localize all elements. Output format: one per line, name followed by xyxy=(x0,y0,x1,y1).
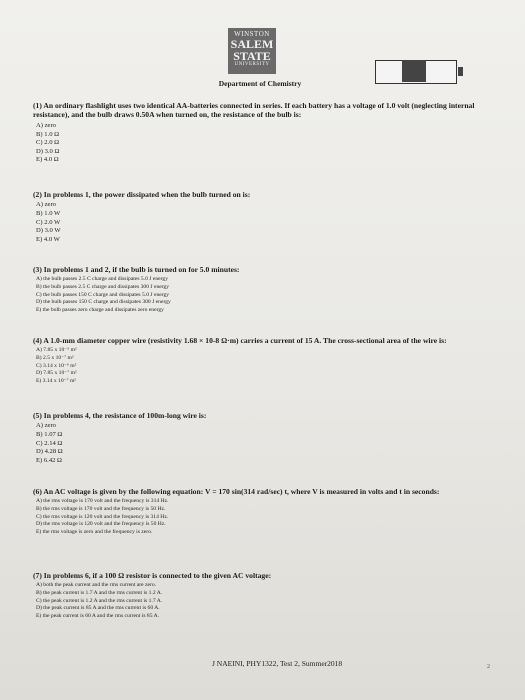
question-2 xyxy=(33,190,493,244)
answer-option: C) the peak current is 1.2 A and the rms current is 1.7 A. xyxy=(36,597,163,604)
answer-option: B) the bulb passes 2.5 C charge and dissipates 300 J energy xyxy=(36,284,170,291)
answer-option: D) 3.0 Ω xyxy=(36,147,60,155)
answer-option: D) the rms voltage is 120 volt and the frequency is 50 Hz. xyxy=(36,521,166,528)
page-footer: J NAEINI, PHY1322, Test 2, Summer2018 xyxy=(212,659,343,668)
question-stem: (4) A 1.0-mm diameter copper wire (resistivity 1.68 × 10-8 Ω·m) carries a current of 15 A. The cross-sectional area of the wire is: xyxy=(33,336,447,345)
battery-icon xyxy=(375,60,457,84)
question-1 xyxy=(33,101,493,165)
answer-option: C) the rms voltage is 120 volt and the frequency is 314 Hz. xyxy=(36,513,169,520)
battery-band xyxy=(402,60,426,82)
answer-option: B) the peak current is 1.7 A and the rms current is 1.2 A. xyxy=(36,590,163,597)
question-5 xyxy=(33,411,493,465)
answer-option: C) the bulb passes 150 C charge and dissipates 5.0 J energy xyxy=(36,291,170,298)
logo-line-2: SALEM xyxy=(230,37,274,51)
answer-option: A) zero xyxy=(36,422,56,430)
question-3 xyxy=(33,265,493,314)
question-stem: (2) In problems 1, the power dissipated when the bulb turned on is: xyxy=(33,190,251,199)
answer-option: E) 4.0 W xyxy=(36,235,60,243)
page-number: 2 xyxy=(487,664,490,670)
question-4 xyxy=(33,336,493,385)
answer-option: B) the rms voltage is 170 volt and the frequency is 50 Hz. xyxy=(36,506,166,513)
logo-line-1: WINSTON xyxy=(234,30,270,38)
answer-option: A) both the peak current and the rms current are zero. xyxy=(36,582,157,589)
question-stem: (7) In problems 6, if a 100 Ω resistor is connected to the given AC voltage: xyxy=(33,571,272,580)
answer-option: C) 3.14 x 10⁻⁶ m² xyxy=(36,362,77,369)
logo-line-4: UNIVERSITY xyxy=(234,62,270,67)
answer-option: B) 1.0 Ω xyxy=(36,130,60,138)
question-6 xyxy=(33,487,493,536)
answer-option: B) 1.0 W xyxy=(36,210,61,218)
department-title: Department of Chemistry xyxy=(218,79,302,88)
question-stem: (5) In problems 4, the resistance of 100m-long wire is: xyxy=(33,411,207,420)
answer-option: D) 3.0 W xyxy=(36,227,61,235)
answer-option: D) 7.85 x 10⁻⁷ m² xyxy=(36,370,77,377)
question-stem: (1) An ordinary flashlight uses two identical AA-batteries connected in series. If each battery has a voltage of 1.0 volt (neglecting internal resistance), and the bulb draws 0.50A when turned on, the resistance of the bulb is: xyxy=(33,101,475,120)
answer-option: E) the bulb passes zero charge and dissipates zero energy xyxy=(36,306,164,313)
answer-option: E) 3.14 x 10⁻⁷ m² xyxy=(36,377,76,384)
answer-option: D) the peak current is 85 A and the rms current is 60 A. xyxy=(36,605,160,612)
answer-option: D) 4.28 Ω xyxy=(36,448,63,456)
answer-option: C) 2.0 Ω xyxy=(36,139,60,147)
answer-option: E) 6.42 Ω xyxy=(36,456,62,464)
answer-option: E) the rms voltage is zero and the frequency is zero. xyxy=(36,528,153,535)
answer-option: A) the bulb passes 2.5 C charge and dissipates 5.0 J energy xyxy=(36,276,168,283)
question-stem: (6) An AC voltage is given by the following equation: V = 170 sin(314 rad/sec) t, where V is measured in volts and t in seconds: xyxy=(33,487,440,496)
answer-option: C) 2.0 W xyxy=(36,218,61,226)
answer-option: C) 2.14 Ω xyxy=(36,439,63,447)
answer-option: A) 7.85 x 10⁻⁵ m² xyxy=(36,347,77,354)
question-7 xyxy=(33,571,493,620)
answer-option: B) 2.5 x 10⁻⁷ m² xyxy=(36,355,74,362)
answer-option: E) 4.0 Ω xyxy=(36,156,59,164)
question-stem: (3) In problems 1 and 2, if the bulb is turned on for 5.0 minutes: xyxy=(33,265,240,274)
answer-option: B) 1.07 Ω xyxy=(36,431,63,439)
answer-option: A) zero xyxy=(36,121,56,129)
answer-option: A) the rms voltage is 170 volt and the frequency is 314 Hz. xyxy=(36,498,169,505)
logo-line-3: STATE xyxy=(233,49,271,63)
university-logo xyxy=(228,28,276,74)
answer-option: D) the bulb passes 150 C charge and dissipates 300 J energy xyxy=(36,299,171,306)
answer-option: E) the peak current is 60 A and the rms current is 85 A. xyxy=(36,612,160,619)
battery-terminal xyxy=(458,67,463,76)
answer-option: A) zero xyxy=(36,201,56,209)
